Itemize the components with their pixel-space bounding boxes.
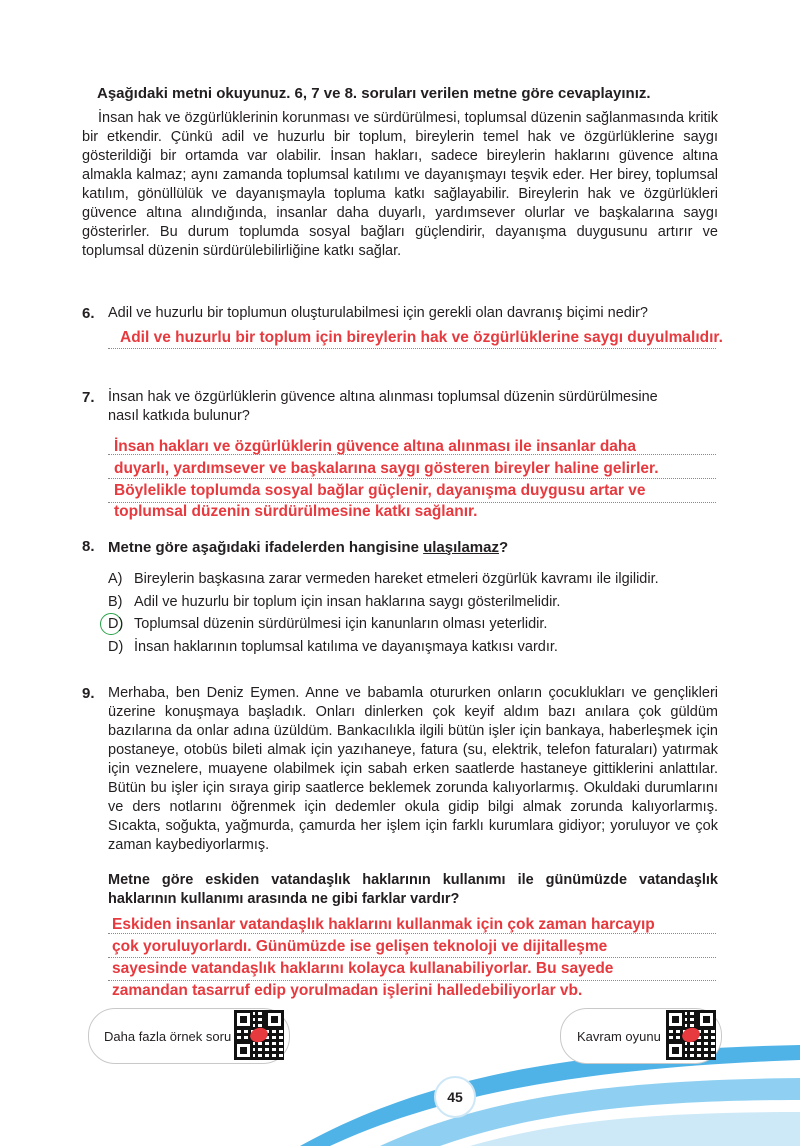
reading-passage: İnsan hak ve özgürlüklerinin korunması ve sürdürülmesi, toplumsal düzenin sağlanmasında kritik bir etkendir. Çünkü adil ve huzurlu bir toplum, bireylerin temel hak ve özgürlüklerine saygı gösterildiği bir ortamda var olabilir. İnsan hakları, sadece bireylerin haklarını güvence altına almakla kalmaz; aynı zamanda toplumsal katılımı ve dayanışmayı teşvik eder. Her birey, toplumsal katılım, gönüllülük ve dayanışmayla topluma katkı sağlayabilir. Bireylerin hak ve özgürlükleri güvence altına alındığında, insanlar daha duyarlı, yardımsever olurlar ve başkalarına saygı gösterirler. Bu durum toplumda sosyal bağları güçlendirir, dayanışma duygusunu artırır ve toplumsal düzenin sürdürülebilirliğine katkı sağlar. — [82, 110, 718, 259]
question-7-text-line-1: İnsan hak ve özgürlüklerin güvence altına alınması toplumsal düzenin sürdürülmesine — [108, 389, 658, 405]
page-number: 45 — [434, 1076, 476, 1118]
question-9-answer-line-4: zamandan tasarruf edip yorulmadan işlerini halledebiliyorlar vb. — [112, 982, 583, 999]
qr-code-icon[interactable] — [234, 1010, 284, 1060]
question-7-answer-line-1: İnsan hakları ve özgürlüklerin güvence altına alınması ile insanlar daha — [114, 438, 637, 455]
question-7-answer-line-4: toplumsal düzenin sürdürülmesine katkı sağlanır. — [114, 503, 478, 520]
question-6-text: Adil ve huzurlu bir toplumun oluşturulabilmesi için gerekli olan davranış biçimi nedir? — [108, 305, 648, 321]
question-8-text: Metne göre aşağıdaki ifadelerden hangisine ulaşılamaz? — [108, 539, 509, 556]
instructions: Aşağıdaki metni okuyunuz. 6, 7 ve 8. soruları verilen metne göre cevaplayınız. — [97, 85, 651, 102]
option-b[interactable]: B) Adil ve huzurlu bir toplum için insan haklarına saygı gösterilmelidir. — [108, 594, 561, 610]
question-7-answer-line-3: Böylelikle toplumda sosyal bağlar güçlenir, dayanışma duygusu artar ve — [114, 482, 646, 499]
question-6-number: 6. — [82, 305, 95, 322]
question-9-prompt: Metne göre eskiden vatandaşlık haklarının kullanımı ile günümüzde vatandaşlık haklarının kullanımı arasında ne gibi farklar vardır? — [108, 872, 718, 907]
qr-left-label: Daha fazla örnek soru — [104, 1028, 232, 1044]
question-9-answer-line-3: sayesinde vatandaşlık haklarını kolayca kullanabiliyorlar. Bu sayede — [112, 960, 614, 977]
option-c-selected[interactable]: D) Toplumsal düzenin sürdürülmesi için kanunların olması yeterlidir. — [108, 616, 548, 632]
question-9-passage: Merhaba, ben Deniz Eymen. Anne ve babamla otururken onların çocuklukları ve gençlikleri üzerine konuşmaya başladık. Onları dinlerken çok keyif aldım bazı anılara çok güldüm bazılarına da onlar adına üzüldüm. Bankacılıkla ilgili bütün işler için bankaya, haberleşmek için postaneye, otobüs bileti almak için yazıhaneye, fatura (su, elektrik, telefon faturaları) yatırmak için veznelere, muayene olabilmek için sabah erken saatlerde hastaneye gittiklerini anlattılar. Bütün bu işler için sıraya girip saatlerce beklemek zorunda kalıyorlarmış. Okuldaki durumlarını ve ders notlarını öğrenmek için dedemler okula gidip bilgi almak zorunda kalıyorlarmış. Sıcakta, soğukta, yağmurda, çamurda her işlem için farklı kurumlara gidiyor; yoruluyor ve çok zaman kaybediyorlarmış. — [108, 685, 718, 853]
question-9-answer-line-2: çok yoruluyorlardı. Günümüzde ise gelişen teknoloji ve dijitalleşme — [112, 938, 608, 955]
question-6-answer: Adil ve huzurlu bir toplum için bireylerin hak ve özgürlüklerine saygı duyulmalıdır. — [120, 329, 723, 346]
qr-code-icon[interactable] — [666, 1010, 716, 1060]
question-9-answer-line-1: Eskiden insanlar vatandaşlık haklarını kullanmak için çok zaman harcayıp — [112, 916, 655, 933]
question-9-number: 9. — [82, 685, 95, 702]
question-8-number: 8. — [82, 538, 95, 555]
option-d[interactable]: D) İnsan haklarının toplumsal katılıma ve dayanışmaya katkısı vardır. — [108, 639, 558, 655]
option-a[interactable]: A) Bireylerin başkasına zarar vermeden hareket etmeleri özgürlük kavramı ile ilgilidir. — [108, 571, 659, 587]
question-7-number: 7. — [82, 389, 95, 406]
underlined-keyword: ulaşılamaz — [423, 539, 499, 556]
question-7-text-line-2: nasıl katkıda bulunur? — [108, 408, 250, 424]
question-7-answer-line-2: duyarlı, yardımsever ve başkalarına saygı gösteren bireyler haline gelirler. — [114, 460, 659, 477]
qr-right-label: Kavram oyunu — [577, 1028, 661, 1044]
